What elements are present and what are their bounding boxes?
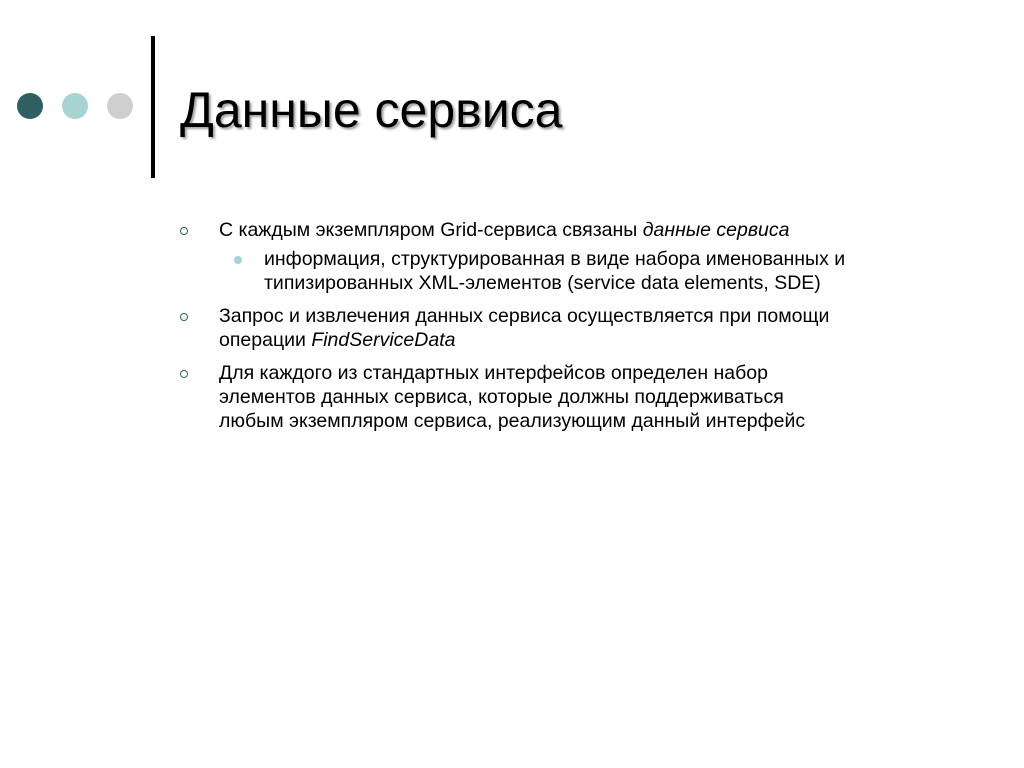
bullet-line-2: элементов данных сервиса, которые должны поддерживаться <box>219 386 784 408</box>
sub-bullet-line-1: информация, структурированная в виде набора именованных и <box>264 248 846 270</box>
bullet-item-2 <box>180 304 980 352</box>
bullet-list <box>180 218 980 442</box>
bullet-line-1: Для каждого из стандартных интерфейсов определен набор <box>219 362 768 384</box>
bullet-line-1: Запрос и извлечения данных сервиса осуществляется при помощи <box>219 305 830 327</box>
ring-bullet-icon <box>180 370 188 378</box>
light-teal-dot-icon <box>62 93 88 119</box>
bullet-text: С каждым экземпляром Grid-сервиса связаны данные сервиса <box>219 219 790 241</box>
dot-bullet-icon <box>234 256 242 264</box>
sub-bullet-line-2: типизированных XML-элементов (service data elements, SDE) <box>264 272 821 294</box>
sub-bullet-item-1 <box>180 247 980 295</box>
bullet-emphasis: данные сервиса <box>642 219 790 241</box>
gray-dot-icon <box>107 93 133 119</box>
ring-bullet-icon <box>180 227 188 235</box>
bullet-item-3 <box>180 361 980 433</box>
dark-teal-dot-icon <box>17 93 43 119</box>
title-divider-line <box>151 36 155 178</box>
slide-title: Данные сервиса <box>180 82 563 138</box>
bullet-line-2: операции FindServiceData <box>219 329 456 351</box>
decorative-dots <box>17 93 133 119</box>
bullet-line-3: любым экземпляром сервиса, реализующим данный интерфейс <box>219 410 806 432</box>
bullet-emphasis: FindServiceData <box>311 329 456 351</box>
ring-bullet-icon <box>180 313 188 321</box>
bullet-item-1 <box>180 218 980 242</box>
